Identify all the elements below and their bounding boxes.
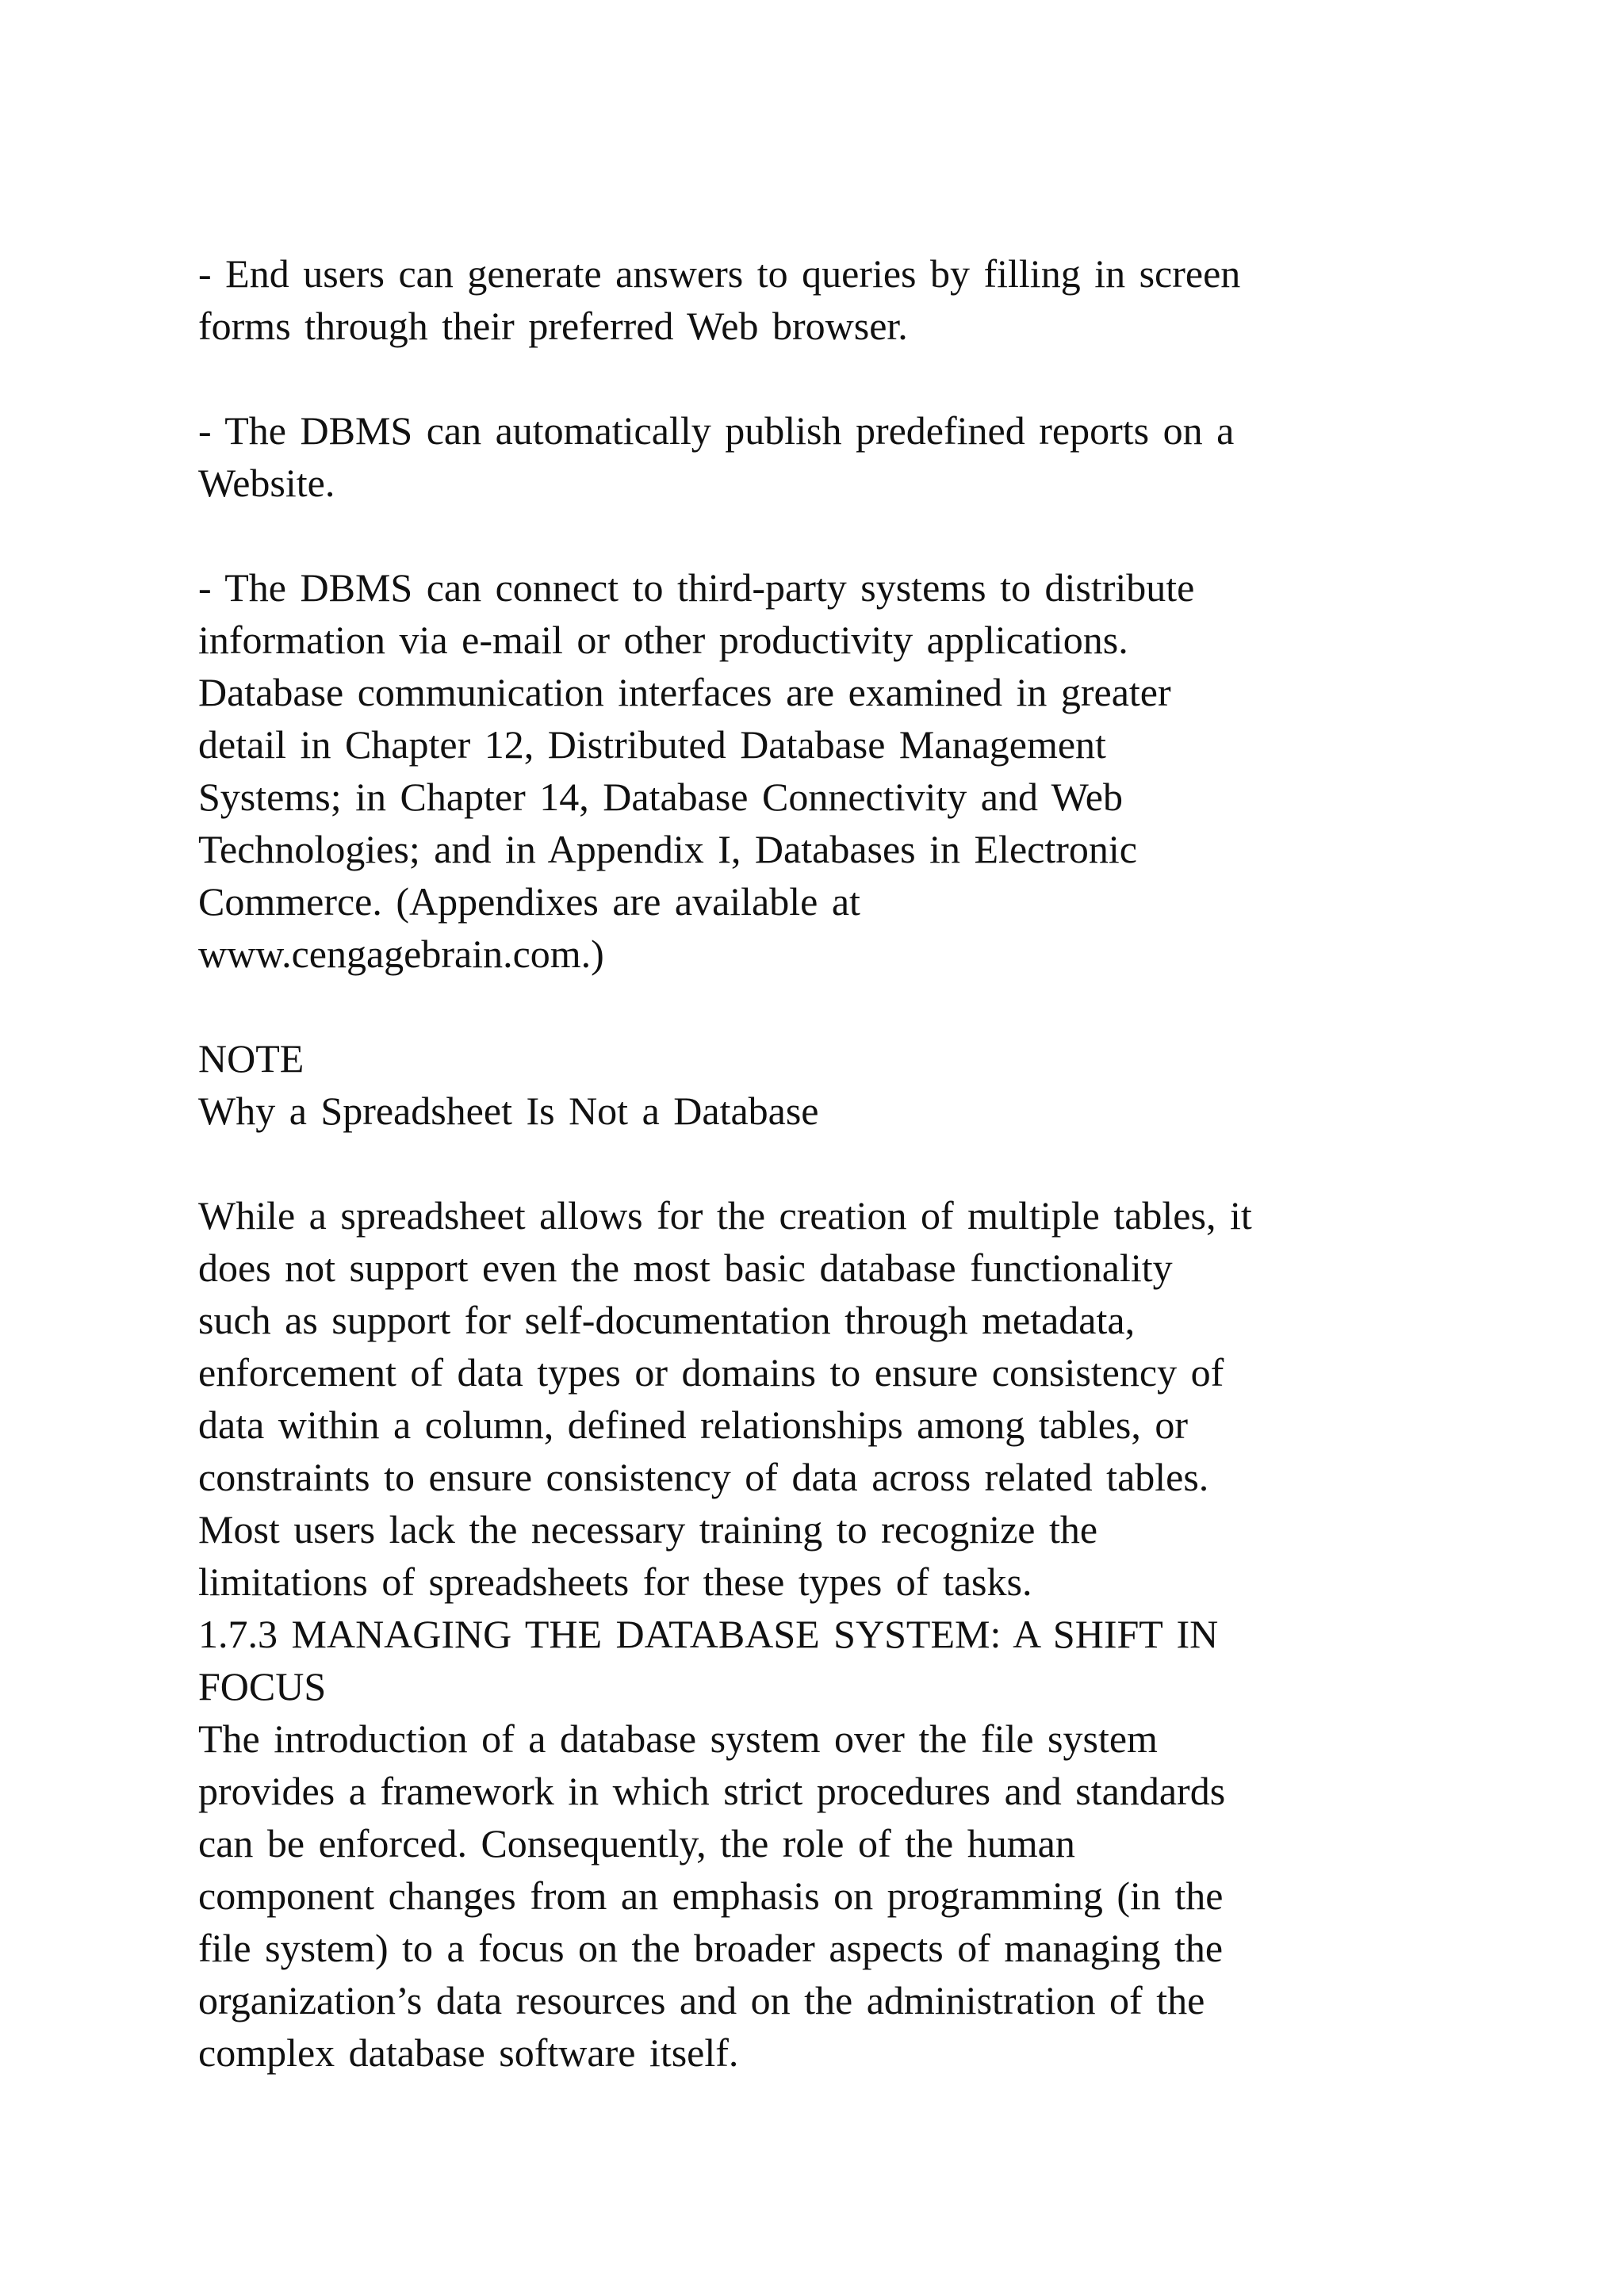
paragraph-gap [198,1137,1515,1189]
text-line: While a spreadsheet allows for the creation of multiple tables, it [198,1193,1252,1238]
text-line: Systems; in Chapter 14, Database Connectivity and Web [198,775,1123,819]
paragraph-gap [198,509,1515,561]
text-line: - The DBMS can automatically publish predefined reports on a [198,408,1235,453]
text-line: can be enforced. Consequently, the role of the human [198,1821,1075,1866]
text-line: detail in Chapter 12, Distributed Database Management [198,722,1106,767]
text-line: - The DBMS can connect to third-party systems to distribute [198,565,1195,610]
text-line: file system) to a focus on the broader aspects of managing the [198,1926,1224,1970]
document-page [198,247,1515,2079]
text-line: limitations of spreadsheets for these types of tasks. [198,1559,1032,1604]
text-line: data within a column, defined relationships among tables, or [198,1402,1189,1447]
text-line: such as support for self-documentation through metadata, [198,1298,1136,1342]
text-line: Database communication interfaces are examined in greater [198,670,1171,714]
paragraph-gap [198,352,1515,404]
text-line: Technologies; and in Appendix I, Databases in Electronic [198,827,1137,871]
note-box [198,1032,1515,1608]
text-line: Commerce. (Appendixes are available at [198,879,860,924]
text-line: component changes from an emphasis on programming (in the [198,1873,1224,1918]
section-heading: 1.7.3 MANAGING THE DATABASE SYSTEM: A SHIFT IN [198,1612,1219,1656]
text-line: The introduction of a database system over the file system [198,1716,1158,1761]
text-line: Most users lack the necessary training to recognize the [198,1507,1098,1552]
text-line: does not support even the most basic database functionality [198,1246,1173,1290]
text-line: enforcement of data types or domains to ensure consistency of [198,1350,1224,1395]
text-line: complex database software itself. [198,2030,739,2075]
text-line: constraints to ensure consistency of data across related tables. [198,1455,1209,1499]
note-title: Why a Spreadsheet Is Not a Database [198,1089,819,1133]
note-label: NOTE [198,1036,304,1081]
paragraph-gap [198,980,1515,1032]
text-line: information via e-mail or other productivity applications. [198,618,1128,662]
text-line: - End users can generate answers to queries by filling in screen [198,251,1241,296]
bullet-paragraph [198,561,1515,980]
text-line: provides a framework in which strict procedures and standards [198,1769,1226,1813]
section-heading: FOCUS [198,1664,327,1709]
bullet-paragraph [198,404,1515,509]
text-line: organization’s data resources and on the administration of the [198,1978,1205,2022]
text-line: forms through their preferred Web browser. [198,304,908,348]
bullet-paragraph [198,247,1515,352]
section [198,1608,1515,2079]
text-line: Website. [198,461,335,505]
text-line: www.cengagebrain.com.) [198,932,604,976]
